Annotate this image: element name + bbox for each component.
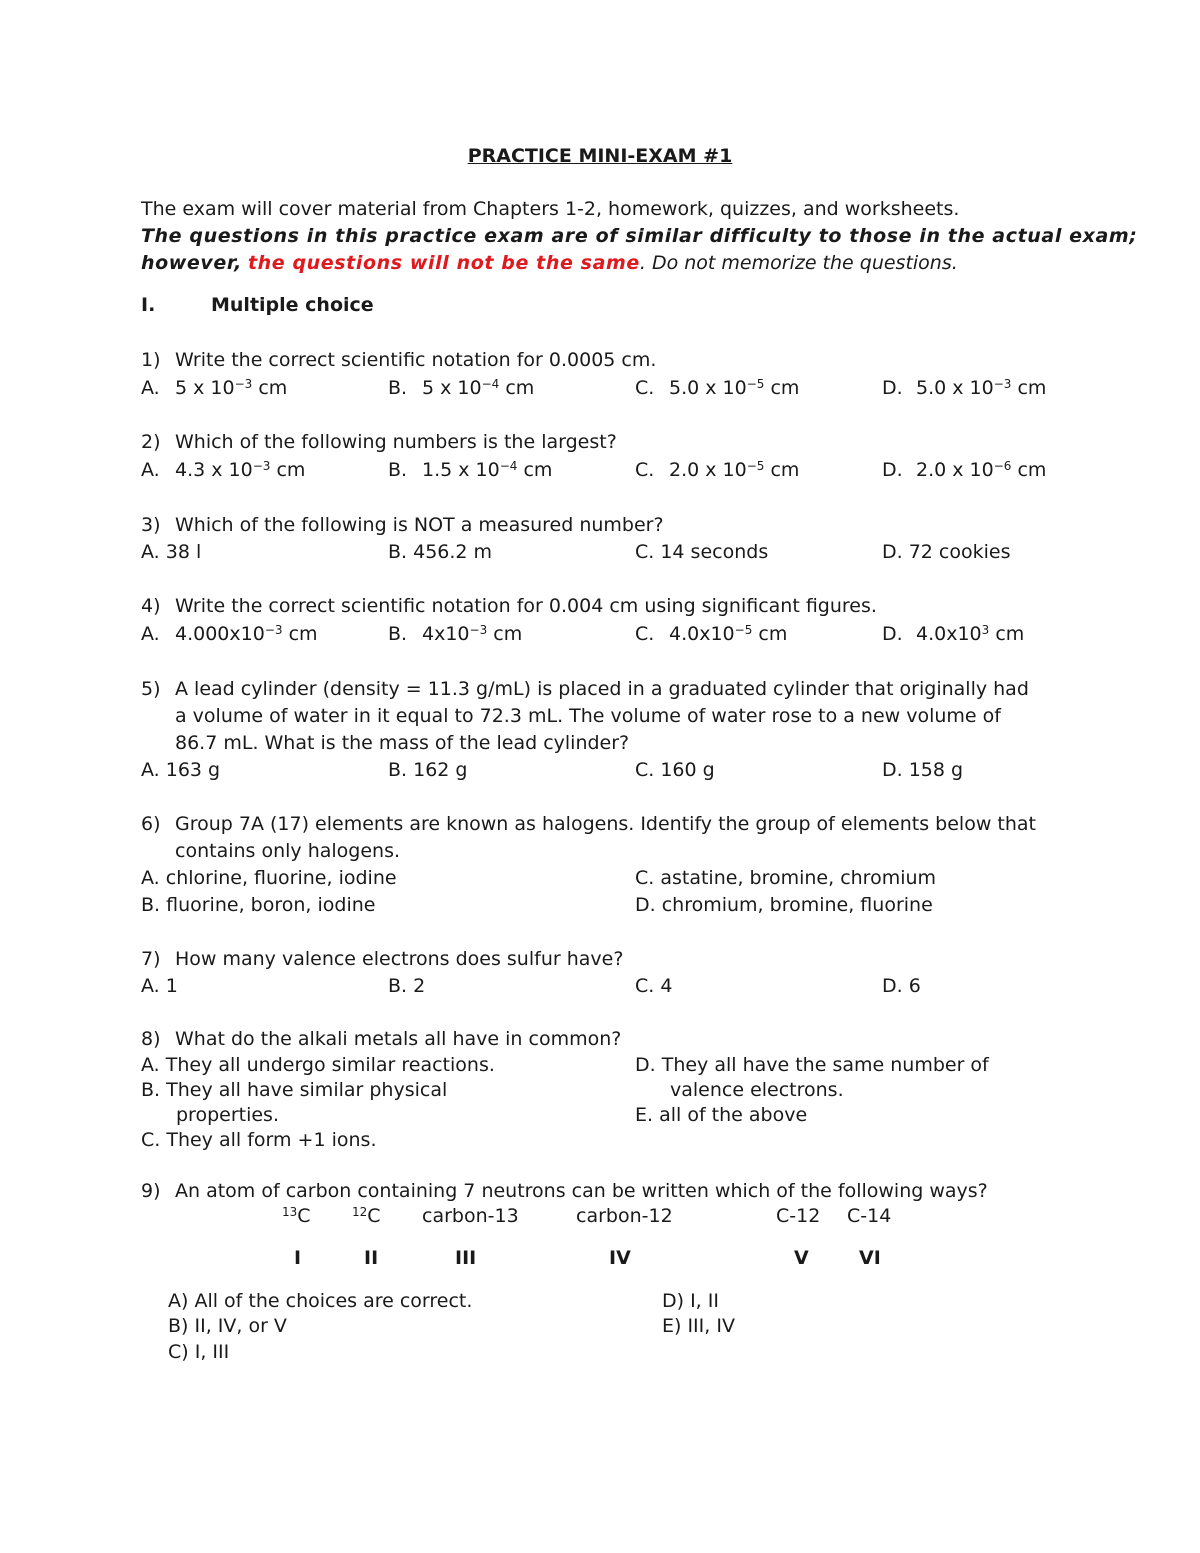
intro-warning: the questions will not be the same [247, 252, 640, 274]
q6-option-a: A. chlorine, fluorine, iodine [141, 867, 397, 889]
q9-form-1: $^{13}$C [282, 1205, 311, 1227]
intro-line-2: The questions in this practice exam are of similar difficulty to those in the actual exam; [141, 225, 1138, 247]
q9-option-d: D) I, II [662, 1290, 719, 1312]
q1-option-c: C. 5.0 x $10^{-5}$ cm [635, 377, 800, 399]
intro-however: however, [141, 252, 242, 274]
q3-option-d: D. 72 cookies [882, 541, 1011, 563]
q9-option-e: E) III, IV [662, 1315, 735, 1337]
q4-option-b: B. $4x10^{-3}$ cm [388, 623, 523, 645]
question-4: 4) Write the correct scientific notation for 0.004 cm using significant figures. [141, 595, 877, 617]
intro-line-1: The exam will cover material from Chapters 1-2, homework, quizzes, and worksheets. [141, 198, 960, 220]
question-3: 3) Which of the following is NOT a measured number? [141, 514, 664, 536]
q8-option-b-cont: properties. [176, 1104, 279, 1126]
q1-option-a: A. 5 x $10^{-3}$ cm [141, 377, 288, 399]
intro-line-3 [141, 250, 958, 276]
q5-line-2: a volume of water in it equal to 72.3 mL. The volume of water rose to a new volume of [175, 705, 1001, 727]
q8-option-a: A. They all undergo similar reactions. [141, 1054, 495, 1076]
q3-option-b: B. 456.2 m [388, 541, 493, 563]
q9-roman-3: III [455, 1247, 477, 1269]
q6-line-2: contains only halogens. [175, 840, 401, 862]
q9-form-3: carbon-13 [422, 1205, 519, 1227]
q5-option-c: C. 160 g [635, 759, 715, 781]
question-5: 5) A lead cylinder (density = 11.3 g/mL) is placed in a graduated cylinder that originally had [141, 678, 1029, 700]
section-title: Multiple choice [211, 294, 374, 316]
intro-note: . Do not memorize the questions. [639, 252, 958, 274]
q8-option-d: D. They all have the same number of [635, 1054, 989, 1076]
q7-option-a: A. 1 [141, 975, 178, 997]
q6-option-c: C. astatine, bromine, chromium [635, 867, 937, 889]
question-9: 9) An atom of carbon containing 7 neutrons can be written which of the following ways? [141, 1180, 988, 1202]
q1-option-d: D. 5.0 x $10^{-3}$ cm [882, 377, 1047, 399]
q9-option-c: C) I, III [168, 1341, 230, 1363]
q9-roman-4: IV [609, 1247, 631, 1269]
q1-option-b: B. 5 x $10^{-4}$ cm [388, 377, 535, 399]
q2-option-b: B. 1.5 x $10^{-4}$ cm [388, 459, 553, 481]
question-1 [141, 347, 656, 373]
q6-option-b: B. fluorine, boron, iodine [141, 894, 376, 916]
q7-option-d: D. 6 [882, 975, 921, 997]
q9-option-b: B) II, IV, or V [168, 1315, 287, 1337]
q2-option-d: D. 2.0 x $10^{-6}$ cm [882, 459, 1047, 481]
q9-roman-2: II [364, 1247, 379, 1269]
q5-option-a: A. 163 g [141, 759, 221, 781]
q8-option-c: C. They all form +1 ions. [141, 1129, 377, 1151]
q9-form-2: $^{12}$C [352, 1205, 381, 1227]
q9-option-a: A) All of the choices are correct. [168, 1290, 473, 1312]
q3-option-a: A. 38 l [141, 541, 202, 563]
q9-form-5: C-12 [776, 1205, 821, 1227]
question-text: Write the correct scientific notation for 0.0005 cm. [175, 349, 657, 371]
q9-form-4: carbon-12 [576, 1205, 673, 1227]
q7-option-c: C. 4 [635, 975, 673, 997]
q9-roman-6: VI [859, 1247, 881, 1269]
q4-option-c: C. $4.0x10^{-5}$ cm [635, 623, 788, 645]
q5-option-d: D. 158 g [882, 759, 964, 781]
q9-roman-5: V [794, 1247, 809, 1269]
section-number: I. [141, 294, 156, 316]
q6-option-d: D. chromium, bromine, fluorine [635, 894, 933, 916]
q9-roman-1: I [294, 1247, 302, 1269]
q2-option-c: C. 2.0 x $10^{-5}$ cm [635, 459, 800, 481]
question-number: 1) [141, 349, 161, 371]
q9-form-6: C-14 [847, 1205, 892, 1227]
question-2: 2) Which of the following numbers is the largest? [141, 431, 617, 453]
q4-option-a: A. $4.000x10^{-3}$ cm [141, 623, 318, 645]
question-8: 8) What do the alkali metals all have in common? [141, 1028, 622, 1050]
page-title: PRACTICE MINI-EXAM #1 [467, 145, 733, 167]
q5-line-3: 86.7 mL. What is the mass of the lead cylinder? [175, 732, 630, 754]
q4-option-d: D. $4.0x10^3$ cm [882, 623, 1025, 645]
question-6: 6) Group 7A (17) elements are known as halogens. Identify the group of elements below that [141, 813, 1036, 835]
q3-option-c: C. 14 seconds [635, 541, 769, 563]
question-7: 7) How many valence electrons does sulfur have? [141, 948, 624, 970]
q8-option-d-cont: valence electrons. [670, 1079, 844, 1101]
q8-option-b: B. They all have similar physical [141, 1079, 448, 1101]
q7-option-b: B. 2 [388, 975, 426, 997]
q2-option-a: A. 4.3 x $10^{-3}$ cm [141, 459, 306, 481]
q5-option-b: B. 162 g [388, 759, 468, 781]
q8-option-e: E. all of the above [635, 1104, 808, 1126]
